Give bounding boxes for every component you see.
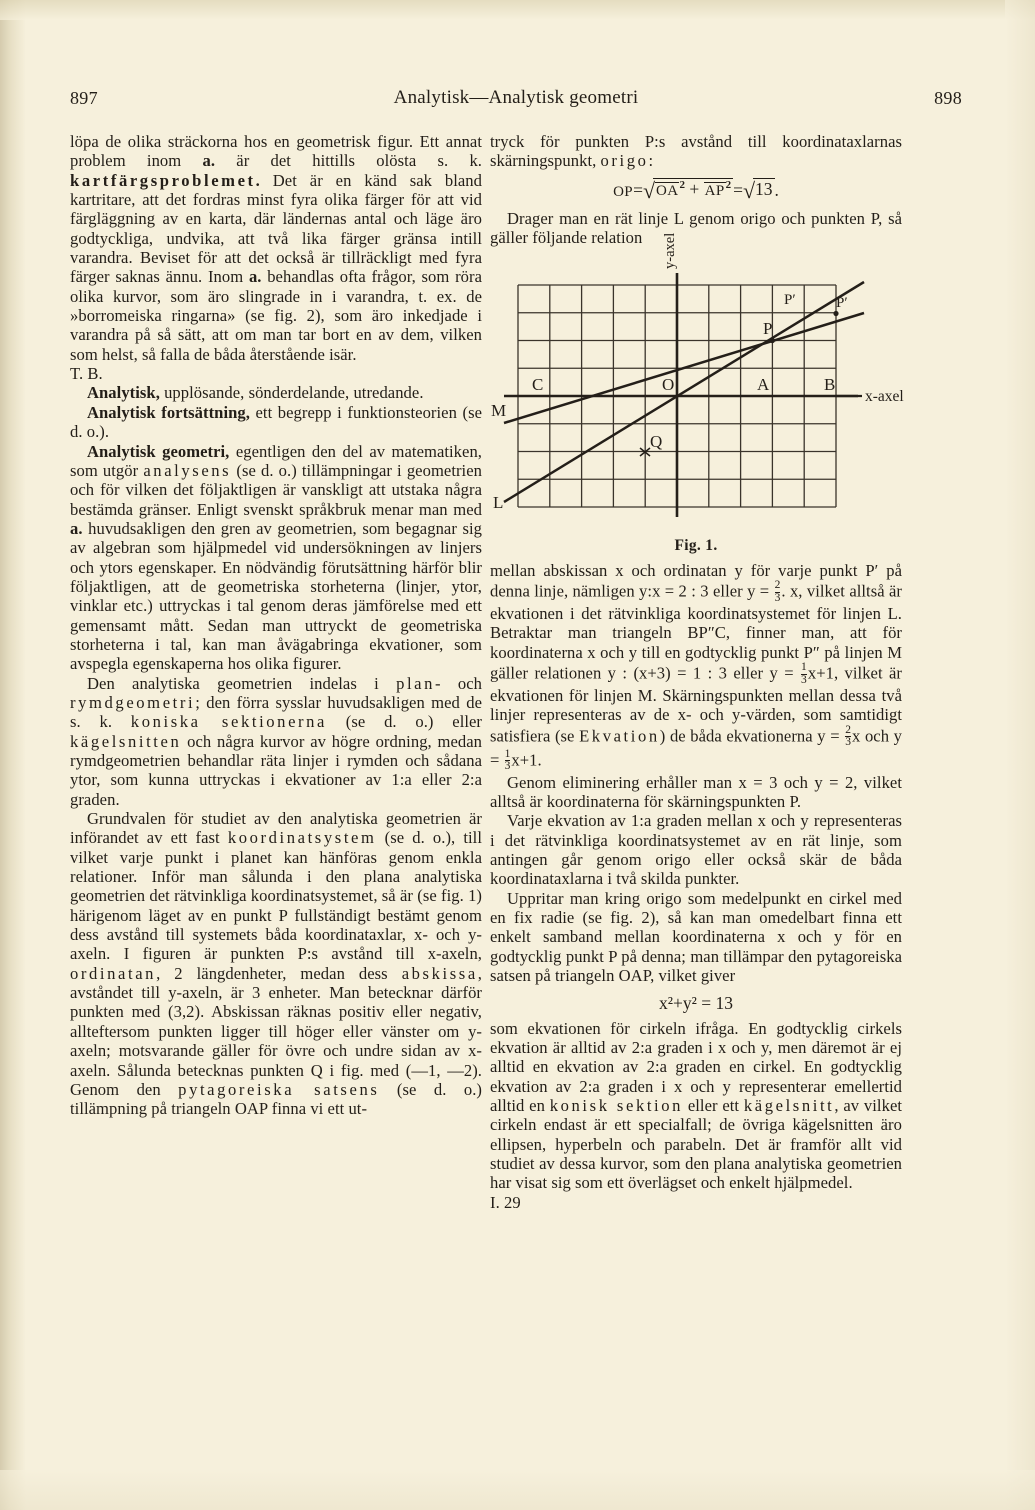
formula-op-equals: = — [633, 179, 643, 200]
figure-caption: Fig. 1. — [674, 536, 718, 554]
formula-op-equals2: = — [733, 179, 743, 200]
line-L — [504, 282, 864, 502]
formula-op-term2-exp: 2 — [725, 178, 732, 191]
formula-op-lhs: OP — [613, 183, 634, 200]
paragraph-varje-ekvation: Varje ekvation av 1:a graden mellan x och y representeras i det rätvinkliga koordinatsystemet av en rät linje, som antingen går genom origo eller också skär de båda koordinataxlarna i två skilda punkter. — [490, 811, 902, 889]
figure-1 — [490, 232, 904, 555]
point-Pdoubleprime-marker — [833, 311, 838, 316]
page-title: Analytisk—Analytisk geometri — [393, 87, 639, 108]
paragraph-uppritar: Uppritar man kring origo som medelpunkt en cirkel med en fix radie (se fig. 2), så kan man omedelbart finna ett enkelt samband mellan koordinaterna x och y för en godtycklig punkt P på denna; man tillämpar den pytagoreiska satsen på triangeln OAP, vilket giver — [490, 888, 902, 986]
paper-edge-shadow-left — [0, 0, 26, 1510]
formula-op-term1: OA — [656, 182, 679, 199]
right-column — [490, 132, 902, 1212]
figure-label-P-double-prime: P′ — [836, 294, 848, 311]
entry-signature: T. B. — [70, 364, 103, 384]
paragraph-genom-eliminering: Genom eliminering erhåller man x = 3 och y = 2, vilket alltså är koordinaterna för skärningspunkten P. — [490, 772, 902, 812]
radical-sign-icon-2: √ — [742, 177, 756, 203]
figure-label-P: P — [763, 318, 773, 338]
formula-op — [490, 178, 902, 203]
figure-label-L: L — [493, 492, 504, 512]
figure-label-O: O — [662, 374, 675, 394]
paper-edge-shadow-right — [1005, 0, 1035, 1510]
left-column — [70, 132, 482, 1119]
radical-sign-icon: √ — [642, 177, 656, 203]
figure-label-y-axis: y-axel — [662, 232, 678, 269]
volume-signature: I. 29 — [490, 1192, 521, 1212]
point-P-marker — [770, 338, 775, 343]
entry-analytisk: Analytisk, upplösande, sönderdelande, utredande. — [87, 383, 424, 403]
paragraph-lead: tryck för punkten P:s avstånd till koordinataxlarnas skärningspunkt, origo: — [490, 132, 902, 171]
formula-op-result: 13 — [755, 178, 773, 199]
paragraph-grundvalen: Grundvalen för studiet av den analytiska geometrien är införandet av ett fast koordinatsystem (se d. o.), till vilket varje punkt i planet kan hänföras genom enkla relationer. Inför man sålunda i den plana analytiska geometrien det rätvinkliga koordinatsystemet, så är (se fig. 1) härigenom läget av en punkt P fullständigt bestämt genom dess avstånd till systemets båda koordinataxlar, x- och y-axeln. I figuren är punkten P:s avstånd till x-axeln, ordinatan, 2 längdenheter, medan dess abskissa, avståndet till y-axeln, är 3 enheter. Man betecknar därför punkten med (3,2). Abskissan räknas positiv eller negativ, allteftersom punkten ligger till höger eller vänster om y-axeln; motsvarande gäller för övre och undre sidan av x-axeln. Sålunda betecknas punkten Q i fig. med (—1, —2). Genom den pytagoreiska satsens (se d. o.) tillämpning på triangeln OAP finna vi ett ut- — [70, 809, 483, 1119]
entry-analytisk-geometri: Analytisk geometri, egentligen den del av matematiken, som utgör analysens (se d. o.) tillämpningar i geometrien och för vilken det följaktligen är vanskligt att utstaka några bestämda gränser. Enligt svenskt språkbruk menar man med a. huvudsakligen den gren av geometrien, som begagnar sig av algebran som hjälpmedel vid undersökningen av linjers och ytors egenskaper. En nödvändig förutsättning härför blir följaktligen, att de geometriska storheterna (linjer, ytor, vinklar etc.) uttryckas i tal genom deras jämförelse med ett gemensamt mått. Sedan man uttryckt de geometriska storheterna i tal, kan man åvägabringa ekvationer, som avspegla egenskaperna hos olika figurer. — [70, 441, 482, 674]
formula-op-term2: AP — [704, 182, 725, 199]
paragraph-continued: löpa de olika sträckorna hos en geometrisk figur. Ett annat problem inom a. är det hittills olösta s. k. kartfärgsproblemet. Det är en känd sak bland kartritare, att det fordras minst fyra olika färger för att vid färgläggning av en karta, där ländernas antal och läge äro godtyckliga, undvika, att två lika färger gränsa intill varandra. Beviset för att det också är tillräckligt med fyra färger saknas ännu. Inom a. behandlas ofta frågor, som röra olika kurvor, som äro slingrade in i varandra, t. ex. de »borromeiska ringarna» (se fig. 2), som äro inkedjade i varandra på så sätt, att om man tar bort en av dem, vilken som helst, så falla de båda återstående isär. — [70, 132, 483, 364]
paragraph-cirkel-ekvation: som ekvationen för cirkeln ifråga. En godtycklig cirkels ekvation är alltid av 2:a graden i x och y, men däremot är ej alltid en ekvation av 2:a graden en cirkel. En godtycklig ekvation av 2:a graden i x och y representerar emellertid alltid en konisk sektion eller ett kägelsnitt, av vilket cirkeln endast är ett specialfall; de övriga kägelsnitten äro ellipsen, hyperbeln och parabeln. Det är framför allt vid studiet av dessa kurvor, som den plana analytiska geometrien har visat sig som ett överlägset och enkelt hjälpmedel. — [490, 1018, 903, 1193]
figure-label-Q: Q — [650, 431, 663, 451]
paragraph-mellan-abskissan: mellan abskissan x och ordinatan y för varje punkt P′ på denna linje, nämligen y:x = 2 : 3 eller y = $\frac{2}{3}$ . x, vilket alltså är ekvationen i det rätvinkliga koordinatsystemet för linjen L. Betraktar man triangeln BP″C, finner man, att för koordinaterna x och y till en godtycklig punkt P″ på linjen M gäller relationen y : (x+3) = 1 : 3 eller y = $\frac{1}{3}$ x+1, vilket är ekvationen för linjen M. Skärningspunkten mellan dessa två linjer representeras av de x- och y-värden, som samtidigt satisfiera (se Ekvation) de båda ekvationerna y = $\frac{2}{3}$ x och y = $\frac{1}{3}$ x+1. — [490, 560, 902, 773]
folio-right: 898 — [934, 88, 962, 108]
figure-label-B: B — [824, 374, 836, 394]
formula-circle: x²+y² = 13 — [659, 992, 733, 1013]
formula-op-term1-exp: 2 — [679, 178, 685, 191]
figure-label-C: C — [532, 374, 544, 394]
figure-label-A: A — [757, 374, 770, 394]
entry-analytisk-fortsattning: Analytisk fortsättning, ett begrepp i funktionsteorien (se d. o.). — [70, 402, 482, 442]
figure-label-M: M — [491, 400, 507, 420]
paper-edge-shadow-top — [0, 0, 1035, 20]
formula-op-plus: + — [689, 178, 700, 199]
headword-analytisk-geometri: Analytisk geometri, — [87, 441, 230, 461]
figure-label-P-prime: P′ — [784, 291, 796, 308]
figure-label-x-axis: x-axel — [865, 387, 904, 405]
paragraph-indelning: Den analytiska geometrien indelas i plan- och rymdgeometri; den förra sysslar huvudsakligen med de s. k. koniska sektionerna (se d. o.) eller kägelsnitten och några kurvor av högre ordning, medan rymdgeometrien behandlar räta linjer i rymden och sådana ytor, som kunna uttryckas i ekvationer av 1:a eller 2:a graden. — [70, 673, 483, 809]
formula-op-period: . — [774, 179, 779, 200]
page-body — [70, 87, 962, 1212]
headword-analytisk-fortsattning: Analytisk fortsättning, — [87, 402, 250, 422]
paper-edge-shadow-bottom — [0, 1470, 1035, 1510]
running-head — [70, 88, 962, 122]
headword-analytisk: Analytisk, — [87, 383, 160, 403]
folio-left: 897 — [70, 88, 98, 108]
figure-1-svg — [490, 232, 904, 555]
paragraph-drager: Drager man en rät linje L genom origo och punkten P, så gäller följande relation — [490, 208, 902, 248]
